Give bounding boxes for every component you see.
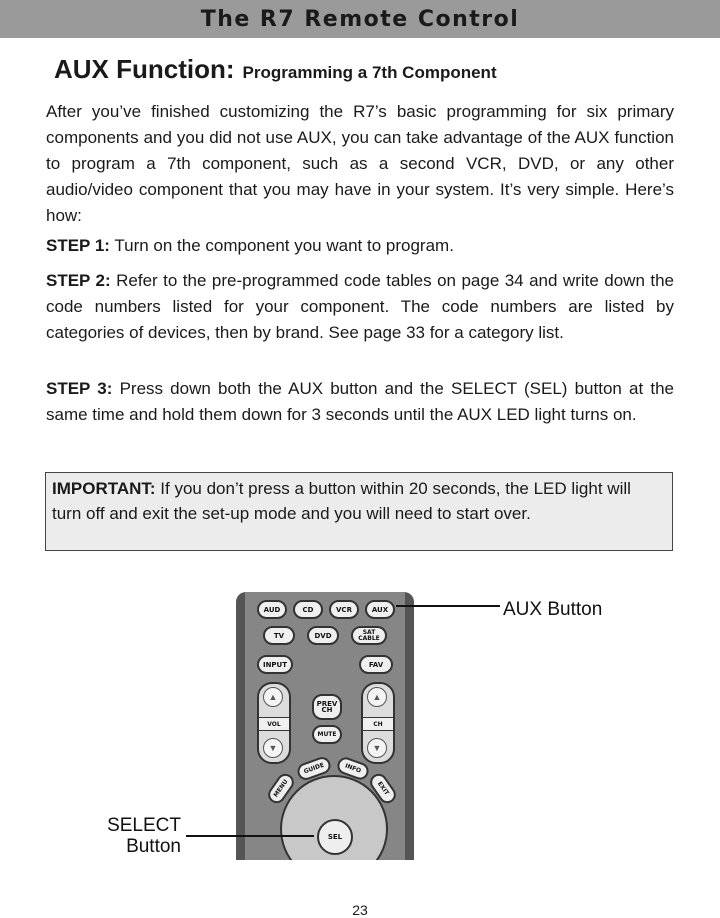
page-number: 23 [352,902,368,918]
step-3-text: Press down both the AUX button and the SELECT (SEL) button at the same time and hold them down for 3 seconds until the AUX LED light turns on. [46,379,675,424]
cd-button: CD [293,600,323,619]
section-heading [54,54,497,85]
aux-callout-line [396,605,500,607]
aux-button: AUX [365,600,395,619]
sel-button: SEL [317,819,353,855]
info-button: INFO [335,755,371,782]
remote-face [245,592,405,860]
remote-control-illustration [236,592,414,860]
guide-button: GUIDE [295,755,333,783]
select-callout-line [186,835,314,837]
volume-rocker [257,682,291,764]
mute-button: MUTE [312,725,342,744]
important-label: IMPORTANT: [52,479,156,498]
channel-down-icon: ▼ [367,738,387,758]
ch-label: CH [363,717,393,731]
aux-button-callout: AUX Button [503,599,603,620]
page-title: The R7 Remote Control [200,6,520,32]
step-3 [46,376,674,428]
step-2-label: STEP 2: [46,271,111,290]
volume-down-icon: ▼ [263,738,283,758]
section-heading-sub: Programming a 7th Component [242,63,497,82]
section-heading-main: AUX Function: [54,54,235,84]
sat-cable-button: SAT CABLE [351,626,387,645]
select-callout-line2: Button [126,836,181,857]
vcr-button: VCR [329,600,359,619]
volume-up-icon: ▲ [263,687,283,707]
input-button: INPUT [257,655,293,674]
important-text: If you don’t press a button within 20 seconds, the LED light will turn off and exit the set-up mode and you will need to start over. [52,479,631,523]
select-callout-line1: SELECT [107,815,181,836]
prev-ch-button: PREV CH [312,694,342,720]
channel-rocker [361,682,395,764]
step-2 [46,268,674,346]
channel-up-icon: ▲ [367,687,387,707]
dvd-button: DVD [307,626,339,645]
exit-button: EXIT [367,771,399,807]
step-1 [46,233,674,259]
intro-paragraph: After you’ve finished customizing the R7’s basic programming for six primary components and you did not use AUX, you can take advantage of the AUX function to program a 7th component, such as a second VCR, DVD, or any other audio/video component that you may have in your system. It’s very simple. Here’s how: [46,102,674,225]
menu-button: MENU [265,771,297,807]
header-bar [0,0,720,38]
step-3-label: STEP 3: [46,379,113,398]
step-1-label: STEP 1: [46,236,110,255]
select-button-callout [93,815,181,857]
important-note [45,472,673,551]
step-1-text: Turn on the component you want to program. [114,236,454,255]
aud-button: AUD [257,600,287,619]
vol-label: VOL [259,717,289,731]
step-2-text: Refer to the pre-programmed code tables on page 34 and write down the code numbers listed for your component. The code numbers are listed by categories of devices, then by brand. See page 33 for a category list. [46,271,674,342]
tv-button: TV [263,626,295,645]
fav-button: FAV [359,655,393,674]
